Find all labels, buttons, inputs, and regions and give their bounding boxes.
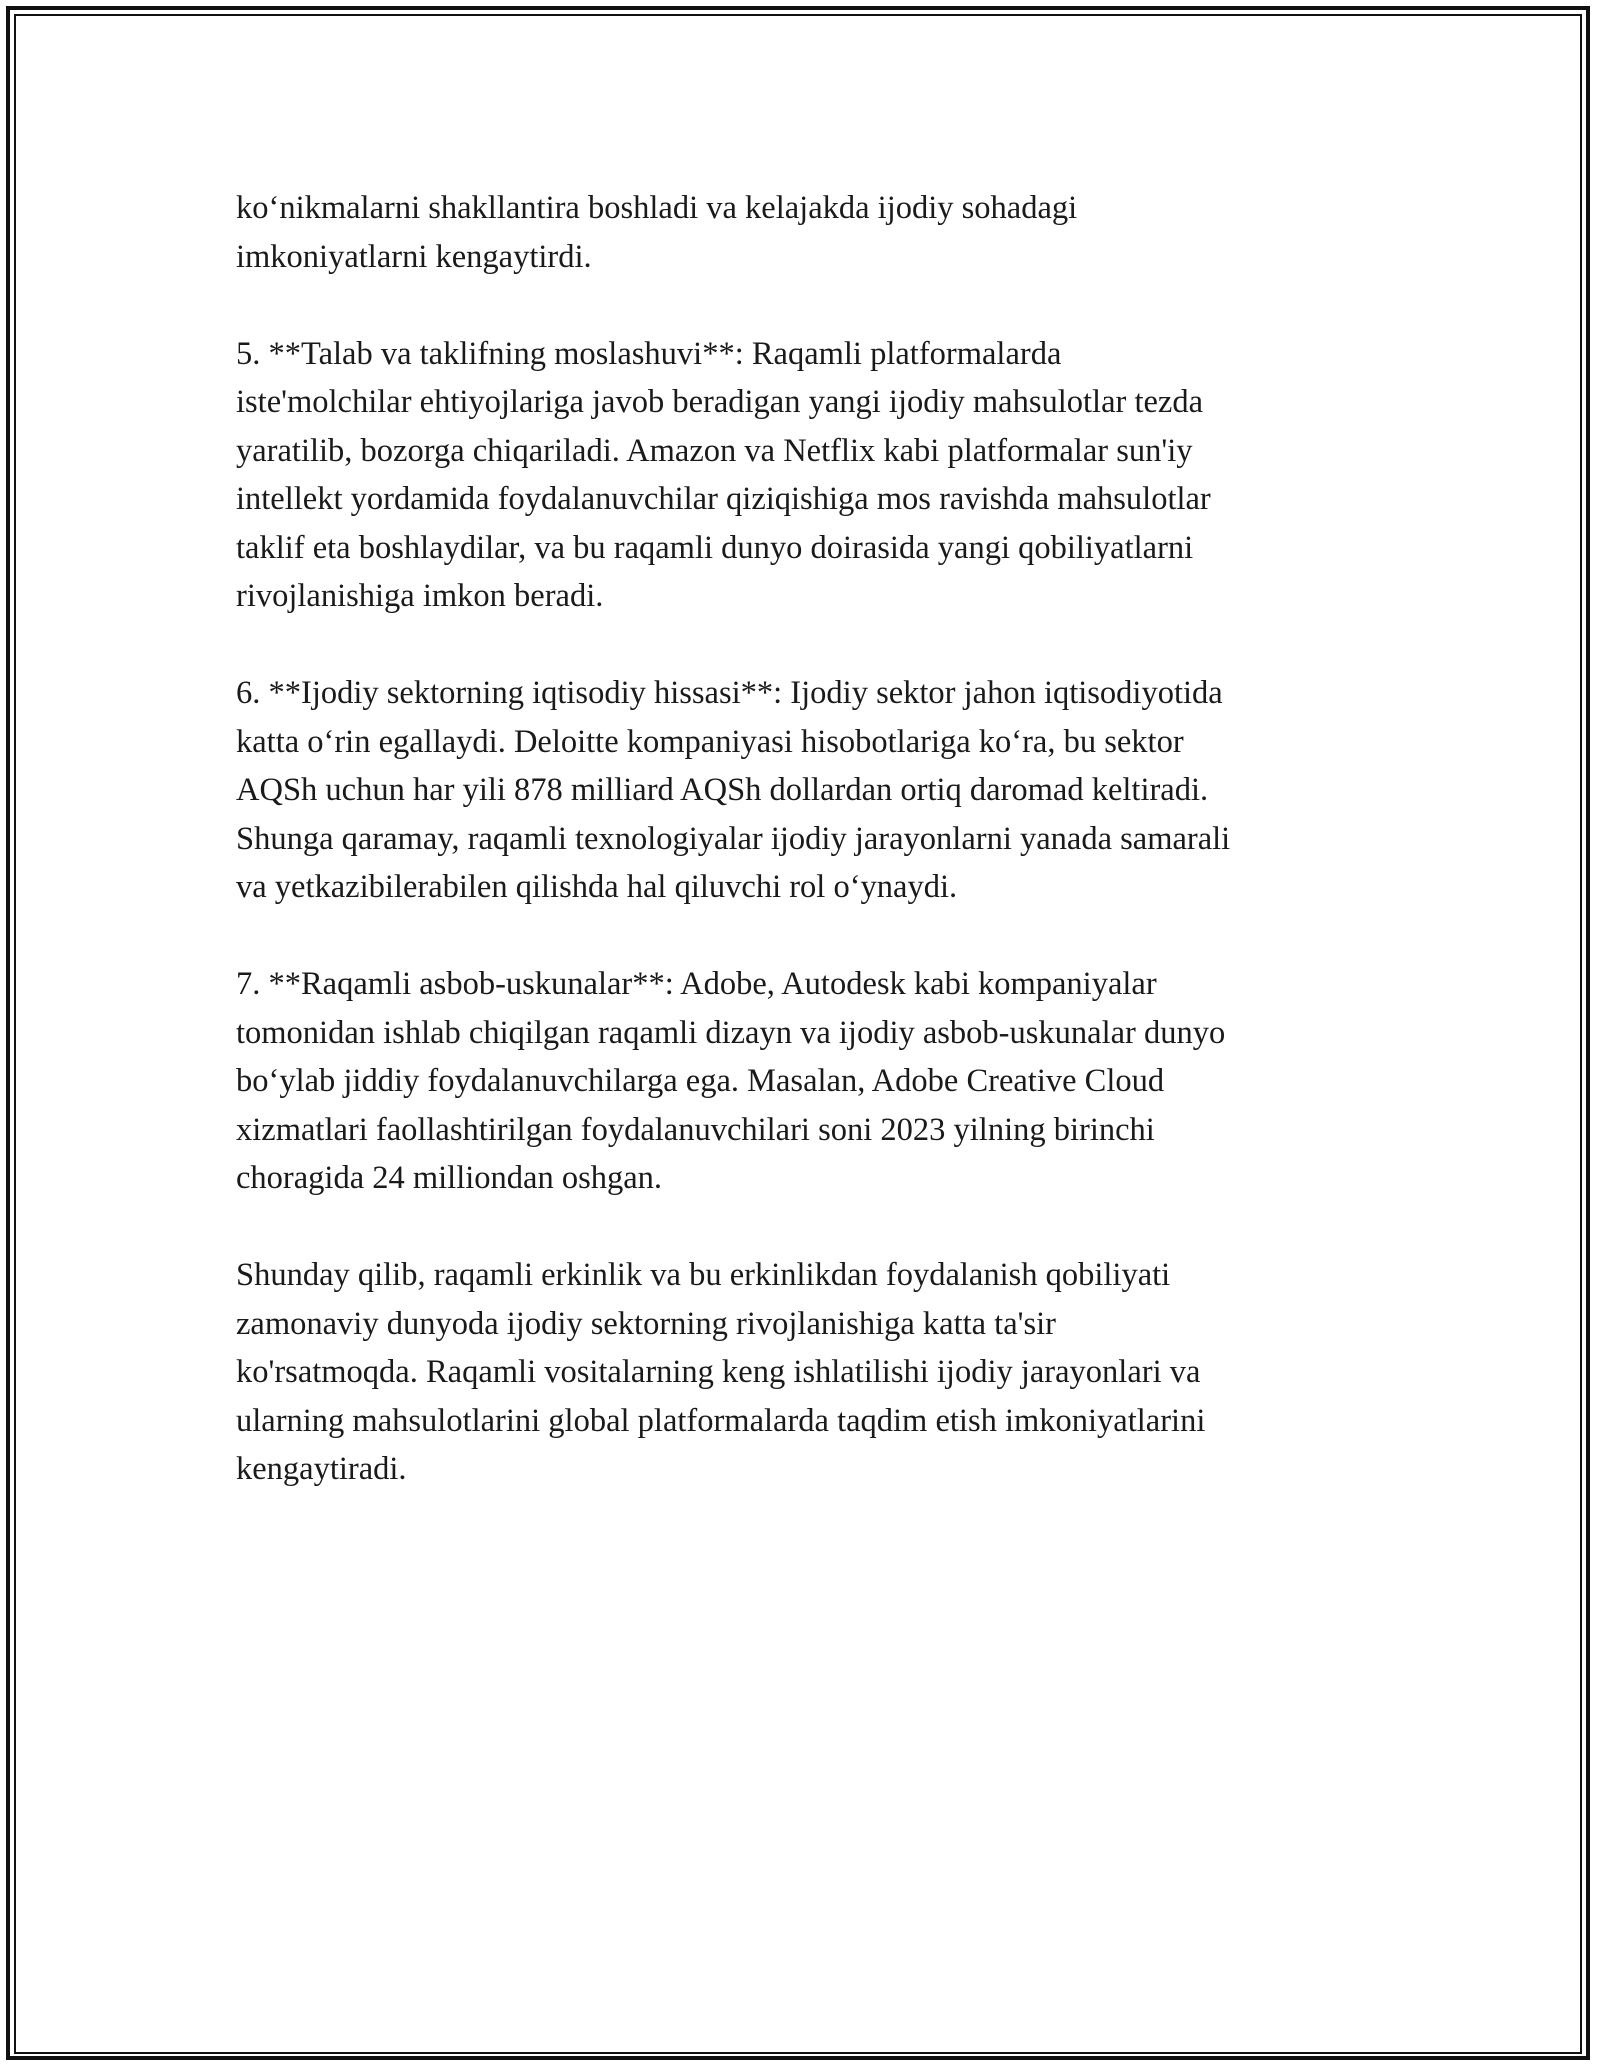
paragraph-continuation: ko‘nikmalarni shakllantira boshladi va kelajakda ijodiy sohadagi imkoniyatlarni kengaytirdi. <box>236 190 1078 275</box>
paragraph-conclusion: Shunday qilib, raqamli erkinlik va bu erkinlikdan foydalanish qobiliyati zamonaviy dunyoda ijodiy sektorning rivojlanishiga katta ta'sir ko'rsatmoqda. Raqamli vositalarning keng ishlatilishi ijodiy jarayonlari va ularning mahsulotlarini global platformalarda taqdim etish imkoniyatlarini kengaytiradi. <box>236 1257 1206 1487</box>
paragraph-item-6: 6. **Ijodiy sektorning iqtisodiy hissasi**: Ijodiy sektor jahon iqtisodiyotida katta o‘rin egallaydi. Deloitte kompaniyasi hisobotlariga ko‘ra, bu sektor AQSh uchun har yili 878 milliard AQSh dollardan ortiq daromad keltiradi. Shunga qaramay, raqamli texnologiyalar ijodiy jarayonlarni yanada samarali va yetkazibilerabilen qilishda hal qiluvchi rol o‘ynaydi. <box>236 675 1231 905</box>
paragraph-item-5: 5. **Talab va taklifning moslashuvi**: Raqamli platformalarda iste'molchilar ehtiyojlariga javob beradigan yangi ijodiy mahsulotlar tezda yaratilib, bozorga chiqariladi. Amazon va Netflix kabi platformalar sun'iy intellekt yordamida foydalanuvchilar qiziqishiga mos ravishda mahsulotlar taklif eta boshlaydilar, va bu raqamli dunyo doirasida yangi qobiliyatlarni rivojlanishiga imkon beradi. <box>236 335 1211 614</box>
paragraph-item-7: 7. **Raqamli asbob-uskunalar**: Adobe, Autodesk kabi kompaniyalar tomonidan ishlab chiqilgan raqamli dizayn va ijodiy asbob-uskunalar dunyo bo‘ylab jiddiy foydalanuvchilarga ega. Masalan, Adobe Creative Cloud xizmatlari faollashtirilgan foydalanuvchilari soni 2023 yilning birinchi choragida 24 milliondan oshgan. <box>236 966 1226 1196</box>
document-body <box>236 184 1396 1494</box>
